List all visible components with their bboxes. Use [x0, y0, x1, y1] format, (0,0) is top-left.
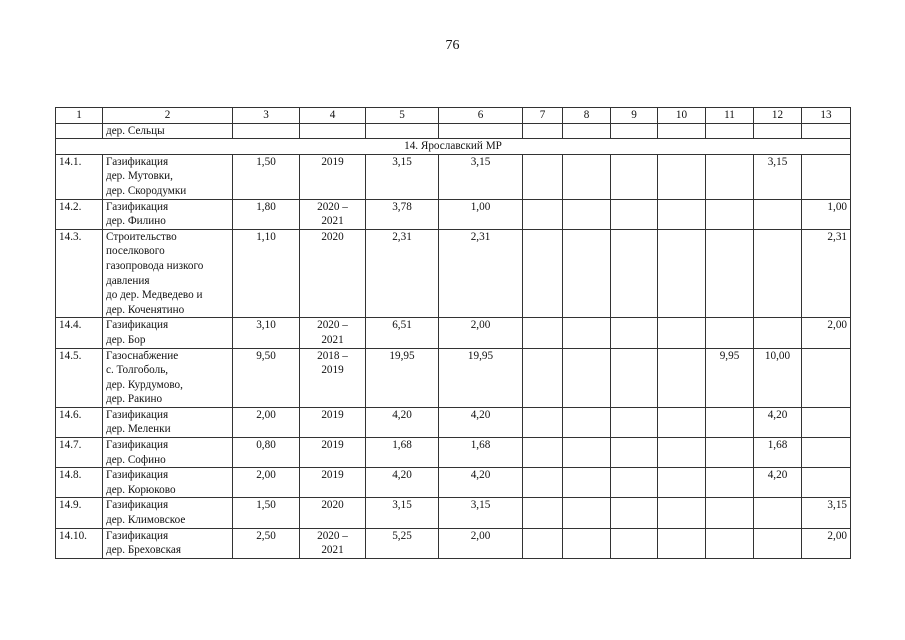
- header-cell: 12: [754, 108, 802, 124]
- cell-num: 14.4.: [56, 318, 103, 348]
- cell-c11: [706, 229, 754, 318]
- cell-c5: 1,68: [366, 438, 439, 468]
- header-cell: 2: [103, 108, 233, 124]
- empty-cell: [366, 123, 439, 139]
- header-cell: 10: [658, 108, 706, 124]
- cell-c4: 2019: [300, 468, 366, 498]
- cell-c8: [563, 154, 611, 199]
- cell-c3: 1,10: [233, 229, 300, 318]
- cell-num: 14.1.: [56, 154, 103, 199]
- cell-c10: [658, 407, 706, 437]
- cell-c11: [706, 407, 754, 437]
- section-title: 14. Ярославский МР: [56, 139, 851, 155]
- cell-c13: 2,00: [802, 528, 851, 558]
- cell-c12: [754, 199, 802, 229]
- cell-c8: [563, 348, 611, 407]
- cell-c4: 2019: [300, 407, 366, 437]
- cell-c4: 2020: [300, 229, 366, 318]
- table-row: [56, 498, 851, 528]
- cell-num: 14.10.: [56, 528, 103, 558]
- cell-c11: [706, 528, 754, 558]
- cell-c9: [611, 348, 658, 407]
- cell-c11: [706, 468, 754, 498]
- table-row: [56, 199, 851, 229]
- header-cell: 1: [56, 108, 103, 124]
- cell-c12: 10,00: [754, 348, 802, 407]
- cell-c11: [706, 438, 754, 468]
- cell-c10: [658, 438, 706, 468]
- cell-c13: [802, 348, 851, 407]
- page-number: 76: [445, 38, 460, 53]
- cell-c5: 3,78: [366, 199, 439, 229]
- table-row: [56, 229, 851, 318]
- cell-c5: 3,15: [366, 498, 439, 528]
- cell-c12: [754, 229, 802, 318]
- empty-cell: [523, 123, 563, 139]
- continuation-name-cell: дер. Сельцы: [103, 123, 233, 139]
- cell-c6: 4,20: [439, 468, 523, 498]
- cell-c13: [802, 407, 851, 437]
- empty-cell: [233, 123, 300, 139]
- empty-cell: [754, 123, 802, 139]
- empty-cell: [706, 123, 754, 139]
- cell-c6: 2,00: [439, 318, 523, 348]
- cell-c3: 2,50: [233, 528, 300, 558]
- header-cell: 4: [300, 108, 366, 124]
- cell-name: Газификация дер. Мутовки, дер. Скородумки: [103, 154, 233, 199]
- cell-c6: 3,15: [439, 154, 523, 199]
- cell-c9: [611, 154, 658, 199]
- empty-cell: [300, 123, 366, 139]
- empty-cell: [611, 123, 658, 139]
- cell-c9: [611, 229, 658, 318]
- cell-c13: 1,00: [802, 199, 851, 229]
- empty-cell: [439, 123, 523, 139]
- header-cell: 8: [563, 108, 611, 124]
- cell-c7: [523, 468, 563, 498]
- cell-c4: 2020 – 2021: [300, 199, 366, 229]
- empty-cell: [802, 123, 851, 139]
- cell-name: Газификация дер. Корюково: [103, 468, 233, 498]
- cell-c10: [658, 528, 706, 558]
- cell-c5: 5,25: [366, 528, 439, 558]
- cell-c11: [706, 154, 754, 199]
- cell-c4: 2019: [300, 154, 366, 199]
- cell-c8: [563, 528, 611, 558]
- cell-c9: [611, 438, 658, 468]
- cell-c13: [802, 438, 851, 468]
- cell-c12: [754, 318, 802, 348]
- cell-name: Газификация дер. Бреховская: [103, 528, 233, 558]
- table-row: [56, 407, 851, 437]
- cell-c10: [658, 229, 706, 318]
- cell-c12: 1,68: [754, 438, 802, 468]
- cell-c3: 1,50: [233, 154, 300, 199]
- header-cell: 5: [366, 108, 439, 124]
- table-row: [56, 528, 851, 558]
- header-cell: 9: [611, 108, 658, 124]
- cell-c7: [523, 229, 563, 318]
- cell-c7: [523, 498, 563, 528]
- cell-num: 14.8.: [56, 468, 103, 498]
- table-header-row: [56, 108, 851, 124]
- cell-c6: 19,95: [439, 348, 523, 407]
- cell-c5: 6,51: [366, 318, 439, 348]
- cell-c12: 4,20: [754, 407, 802, 437]
- cell-name: Газификация дер. Меленки: [103, 407, 233, 437]
- cell-c7: [523, 154, 563, 199]
- cell-c7: [523, 318, 563, 348]
- cell-c11: [706, 318, 754, 348]
- empty-cell: [658, 123, 706, 139]
- header-cell: 13: [802, 108, 851, 124]
- cell-c7: [523, 199, 563, 229]
- cell-c10: [658, 468, 706, 498]
- cell-c3: 9,50: [233, 348, 300, 407]
- cell-c7: [523, 528, 563, 558]
- cell-c4: 2020: [300, 498, 366, 528]
- cell-c8: [563, 498, 611, 528]
- cell-c9: [611, 318, 658, 348]
- cell-c12: [754, 498, 802, 528]
- cell-c7: [523, 407, 563, 437]
- cell-num: 14.5.: [56, 348, 103, 407]
- cell-name: Газификация дер. Бор: [103, 318, 233, 348]
- header-cell: 11: [706, 108, 754, 124]
- cell-c10: [658, 199, 706, 229]
- cell-c10: [658, 348, 706, 407]
- cell-num: 14.7.: [56, 438, 103, 468]
- cell-c6: 2,00: [439, 528, 523, 558]
- cell-c10: [658, 318, 706, 348]
- cell-c4: 2020 – 2021: [300, 528, 366, 558]
- cell-c3: 1,50: [233, 498, 300, 528]
- table-row: [56, 318, 851, 348]
- cell-c13: [802, 468, 851, 498]
- cell-c9: [611, 528, 658, 558]
- cell-c12: [754, 528, 802, 558]
- table-row: [56, 154, 851, 199]
- section-row: [56, 139, 851, 155]
- cell-c8: [563, 318, 611, 348]
- cell-c3: 2,00: [233, 468, 300, 498]
- continuation-num-cell: [56, 123, 103, 139]
- cell-name: Газификация дер. Филино: [103, 199, 233, 229]
- cell-c5: 19,95: [366, 348, 439, 407]
- header-cell: 3: [233, 108, 300, 124]
- cell-c5: 3,15: [366, 154, 439, 199]
- table-row: [56, 468, 851, 498]
- cell-c8: [563, 438, 611, 468]
- cell-c3: 2,00: [233, 407, 300, 437]
- cell-c8: [563, 229, 611, 318]
- cell-c11: 9,95: [706, 348, 754, 407]
- cell-num: 14.2.: [56, 199, 103, 229]
- cell-c5: 2,31: [366, 229, 439, 318]
- cell-c5: 4,20: [366, 407, 439, 437]
- cell-c13: 2,00: [802, 318, 851, 348]
- cell-c13: 3,15: [802, 498, 851, 528]
- cell-c3: 1,80: [233, 199, 300, 229]
- table-row: [56, 438, 851, 468]
- header-cell: 6: [439, 108, 523, 124]
- header-cell: 7: [523, 108, 563, 124]
- gasification-table: [55, 107, 851, 559]
- cell-c13: [802, 154, 851, 199]
- cell-c10: [658, 498, 706, 528]
- cell-c10: [658, 154, 706, 199]
- cell-c4: 2020 – 2021: [300, 318, 366, 348]
- cell-c7: [523, 348, 563, 407]
- cell-c9: [611, 199, 658, 229]
- cell-c7: [523, 438, 563, 468]
- cell-c13: 2,31: [802, 229, 851, 318]
- cell-c6: 1,00: [439, 199, 523, 229]
- cell-num: 14.9.: [56, 498, 103, 528]
- cell-name: Газоснабжение с. Толгоболь, дер. Курдумово, дер. Ракино: [103, 348, 233, 407]
- empty-cell: [563, 123, 611, 139]
- cell-c8: [563, 407, 611, 437]
- cell-c6: 4,20: [439, 407, 523, 437]
- cell-c9: [611, 498, 658, 528]
- cell-c4: 2019: [300, 438, 366, 468]
- cell-c12: 3,15: [754, 154, 802, 199]
- continuation-row: [56, 123, 851, 139]
- cell-c9: [611, 468, 658, 498]
- cell-c11: [706, 498, 754, 528]
- cell-c3: 3,10: [233, 318, 300, 348]
- cell-c5: 4,20: [366, 468, 439, 498]
- cell-num: 14.6.: [56, 407, 103, 437]
- cell-name: Газификация дер. Климовское: [103, 498, 233, 528]
- cell-c6: 2,31: [439, 229, 523, 318]
- cell-name: Строительство поселкового газопровода низкого давления до дер. Медведево и дер. Коченятино: [103, 229, 233, 318]
- table-row: [56, 348, 851, 407]
- cell-c11: [706, 199, 754, 229]
- cell-c6: 3,15: [439, 498, 523, 528]
- cell-c12: 4,20: [754, 468, 802, 498]
- cell-c8: [563, 468, 611, 498]
- cell-c9: [611, 407, 658, 437]
- cell-name: Газификация дер. Софино: [103, 438, 233, 468]
- cell-c4: 2018 – 2019: [300, 348, 366, 407]
- cell-c3: 0,80: [233, 438, 300, 468]
- cell-num: 14.3.: [56, 229, 103, 318]
- cell-c8: [563, 199, 611, 229]
- cell-c6: 1,68: [439, 438, 523, 468]
